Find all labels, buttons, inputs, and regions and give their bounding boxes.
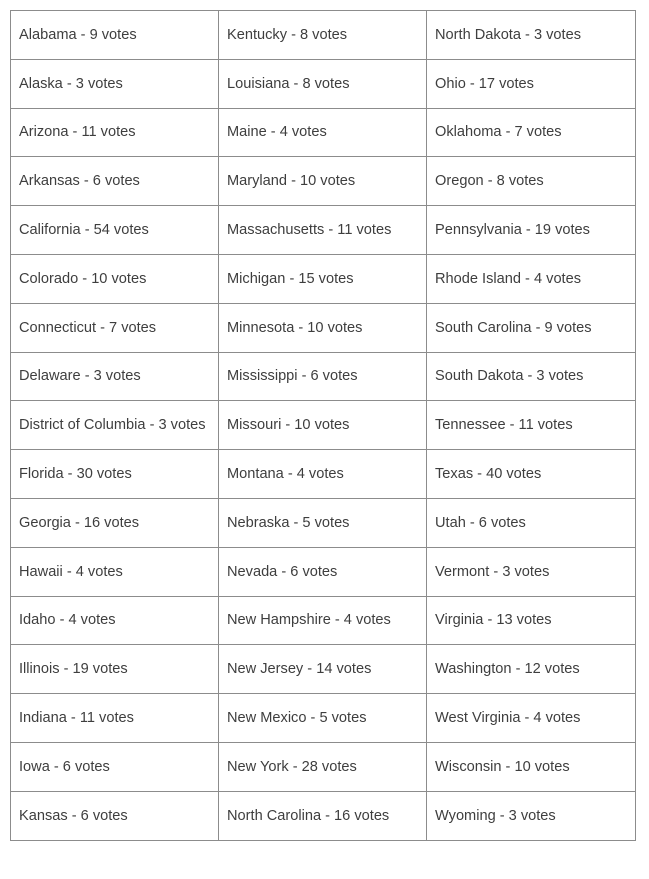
table-body xyxy=(11,11,636,841)
table-cell: North Dakota - 3 votes xyxy=(427,11,636,60)
table-cell: Maine - 4 votes xyxy=(219,108,427,157)
electoral-votes-table xyxy=(10,10,636,841)
table-row xyxy=(11,206,636,255)
table-cell: Tennessee - 11 votes xyxy=(427,401,636,450)
table-cell: Montana - 4 votes xyxy=(219,450,427,499)
table-row xyxy=(11,352,636,401)
table-cell: Oregon - 8 votes xyxy=(427,157,636,206)
table-cell: South Carolina - 9 votes xyxy=(427,303,636,352)
table-cell: West Virginia - 4 votes xyxy=(427,694,636,743)
table-cell: Kansas - 6 votes xyxy=(11,791,219,840)
table-row xyxy=(11,401,636,450)
table-row xyxy=(11,108,636,157)
table-cell: Wisconsin - 10 votes xyxy=(427,742,636,791)
table-cell: Ohio - 17 votes xyxy=(427,59,636,108)
table-cell: Washington - 12 votes xyxy=(427,645,636,694)
table-row xyxy=(11,791,636,840)
table-cell: New York - 28 votes xyxy=(219,742,427,791)
table-cell: Louisiana - 8 votes xyxy=(219,59,427,108)
table-cell: Kentucky - 8 votes xyxy=(219,11,427,60)
table-row xyxy=(11,450,636,499)
table-row xyxy=(11,645,636,694)
table-cell: California - 54 votes xyxy=(11,206,219,255)
table-row xyxy=(11,59,636,108)
table-row xyxy=(11,498,636,547)
table-cell: Hawaii - 4 votes xyxy=(11,547,219,596)
table-cell: Missouri - 10 votes xyxy=(219,401,427,450)
table-cell: Wyoming - 3 votes xyxy=(427,791,636,840)
table-cell: New Mexico - 5 votes xyxy=(219,694,427,743)
table-cell: Maryland - 10 votes xyxy=(219,157,427,206)
table-cell: Alaska - 3 votes xyxy=(11,59,219,108)
table-row xyxy=(11,11,636,60)
table-cell: Oklahoma - 7 votes xyxy=(427,108,636,157)
table-cell: Nebraska - 5 votes xyxy=(219,498,427,547)
table-cell: Mississippi - 6 votes xyxy=(219,352,427,401)
table-cell: Rhode Island - 4 votes xyxy=(427,254,636,303)
table-cell: New Jersey - 14 votes xyxy=(219,645,427,694)
table-row xyxy=(11,742,636,791)
table-row xyxy=(11,157,636,206)
table-cell: Michigan - 15 votes xyxy=(219,254,427,303)
table-cell: Idaho - 4 votes xyxy=(11,596,219,645)
table-cell: Texas - 40 votes xyxy=(427,450,636,499)
table-row xyxy=(11,596,636,645)
table-row xyxy=(11,694,636,743)
table-row xyxy=(11,303,636,352)
table-cell: Alabama - 9 votes xyxy=(11,11,219,60)
table-cell: Pennsylvania - 19 votes xyxy=(427,206,636,255)
table-cell: District of Columbia - 3 votes xyxy=(11,401,219,450)
table-cell: North Carolina - 16 votes xyxy=(219,791,427,840)
table-row xyxy=(11,254,636,303)
table-cell: Florida - 30 votes xyxy=(11,450,219,499)
table-cell: Utah - 6 votes xyxy=(427,498,636,547)
table-cell: Georgia - 16 votes xyxy=(11,498,219,547)
table-cell: Massachusetts - 11 votes xyxy=(219,206,427,255)
table-cell: New Hampshire - 4 votes xyxy=(219,596,427,645)
table-cell: Colorado - 10 votes xyxy=(11,254,219,303)
table-cell: Iowa - 6 votes xyxy=(11,742,219,791)
table-cell: Minnesota - 10 votes xyxy=(219,303,427,352)
table-cell: Virginia - 13 votes xyxy=(427,596,636,645)
table-row xyxy=(11,547,636,596)
table-cell: Illinois - 19 votes xyxy=(11,645,219,694)
table-cell: South Dakota - 3 votes xyxy=(427,352,636,401)
table-cell: Arizona - 11 votes xyxy=(11,108,219,157)
table-cell: Indiana - 11 votes xyxy=(11,694,219,743)
table-cell: Vermont - 3 votes xyxy=(427,547,636,596)
table-cell: Nevada - 6 votes xyxy=(219,547,427,596)
table-cell: Connecticut - 7 votes xyxy=(11,303,219,352)
table-cell: Delaware - 3 votes xyxy=(11,352,219,401)
table-cell: Arkansas - 6 votes xyxy=(11,157,219,206)
